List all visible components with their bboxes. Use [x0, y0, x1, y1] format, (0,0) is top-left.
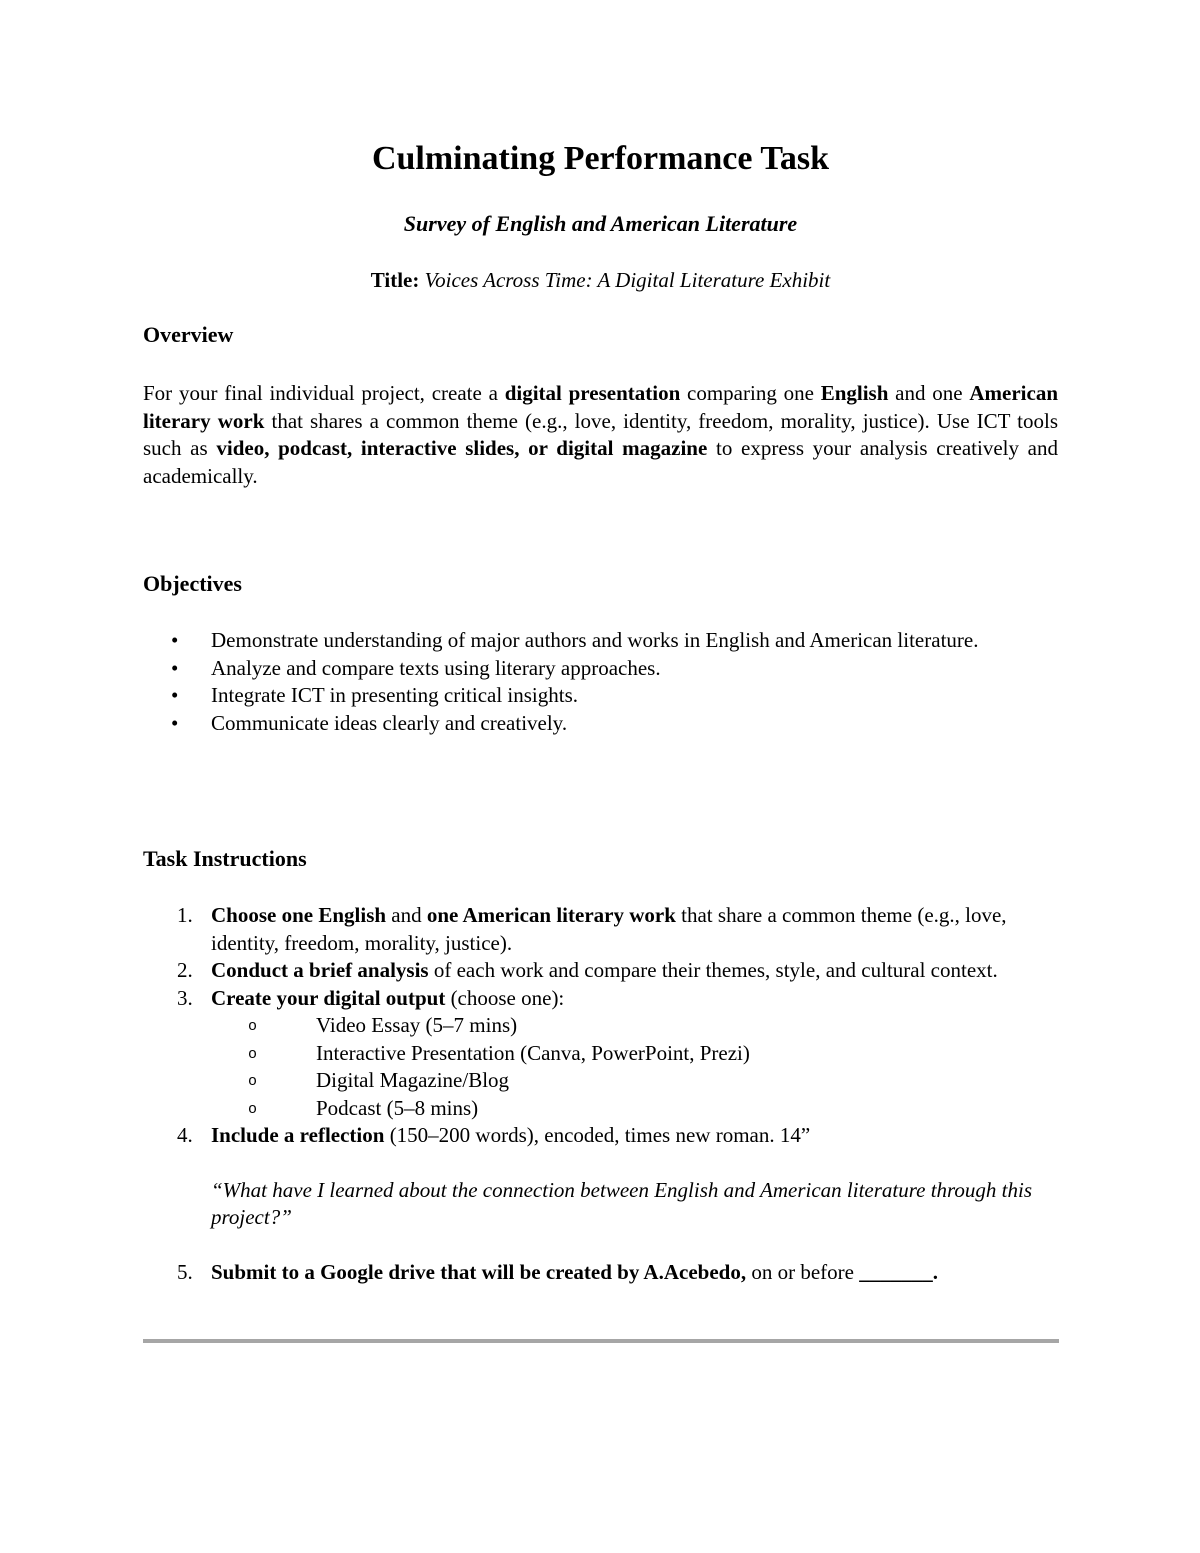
task-bold: Submit to a Google drive that will be created by A.Acebedo, [211, 1259, 747, 1284]
item-number: 5. [177, 1259, 193, 1284]
objective-text: Demonstrate understanding of major authors and works in English and American literature. [211, 628, 979, 652]
output-options-list [211, 1012, 1058, 1122]
reflection-question: “What have I learned about the connection between English and American literature through this project?” [211, 1177, 1033, 1229]
circle-bullet-icon: o [248, 1100, 258, 1118]
overview-heading: Overview [143, 322, 234, 347]
title-label: Title: [370, 268, 420, 292]
list-item [143, 985, 1058, 1123]
overview-text: and one [888, 381, 970, 405]
overview-paragraph [143, 380, 1058, 490]
option-text: Podcast (5–8 mins) [316, 1095, 479, 1120]
list-item [143, 627, 1023, 655]
objectives-heading: Objectives [143, 571, 242, 596]
task-text: on or before [746, 1259, 860, 1284]
objectives-list [143, 627, 1023, 737]
circle-bullet-icon: o [248, 1045, 258, 1063]
list-item [143, 1259, 1058, 1287]
objective-text: Communicate ideas clearly and creatively. [211, 710, 568, 735]
item-number: 4. [177, 1123, 193, 1147]
task-bold: Create your digital output [211, 985, 446, 1010]
circle-bullet-icon: o [248, 1073, 258, 1090]
item-number: 2. [177, 958, 193, 982]
document-subtitle: Survey of English and American Literature [403, 211, 798, 236]
overview-bold: American literary work [143, 381, 1058, 433]
project-title-line [143, 268, 1058, 293]
list-item [143, 957, 1058, 985]
task-text: that share a common theme (e.g., love, identity, freedom, morality, justice). [211, 903, 1007, 955]
list-item [211, 1040, 1058, 1068]
list-item [211, 1095, 1058, 1123]
horizontal-divider [143, 1339, 1059, 1343]
task-bold: one American literary work [426, 903, 676, 927]
overview-text: For your final individual project, create a [143, 381, 505, 405]
overview-bold: digital presentation [504, 381, 681, 405]
list-item [143, 682, 1023, 710]
title-value: Voices Across Time: A Digital Literature Exhibit [424, 268, 831, 292]
task-text: (choose one): [445, 985, 565, 1010]
overview-bold: video, podcast, interactive slides, or digital magazine [216, 436, 708, 460]
option-text: Video Essay (5–7 mins) [316, 1013, 518, 1037]
overview-text: to express your analysis creatively and academically. [143, 436, 1058, 488]
task-bold: Conduct a brief analysis [211, 958, 429, 982]
option-text: Digital Magazine/Blog [316, 1068, 510, 1092]
overview-text: comparing one [680, 381, 821, 405]
task-bold: Choose one English [211, 903, 387, 927]
bullet-icon: • [171, 710, 179, 735]
document-title: Culminating Performance Task [371, 140, 830, 177]
list-item [143, 655, 1023, 683]
task-instructions-heading: Task Instructions [143, 846, 307, 871]
list-item [211, 1067, 1058, 1095]
bullet-icon: • [171, 655, 179, 680]
overview-bold: English [820, 381, 889, 405]
objective-text: Integrate ICT in presenting critical insights. [211, 683, 579, 707]
option-text: Interactive Presentation (Canva, PowerPoint, Prezi) [316, 1040, 750, 1065]
list-item [143, 710, 1023, 738]
list-item [143, 1122, 1058, 1232]
overview-text: that shares a common theme (e.g., love, identity, freedom, morality, justice). Use ICT tools such as [143, 408, 1058, 460]
task-text: (150–200 words), encoded, times new roman. 14” [384, 1123, 811, 1147]
task-instructions-list [143, 902, 1058, 1286]
task-bold: Include a reflection [211, 1123, 385, 1147]
bullet-icon: • [171, 683, 179, 707]
list-item [143, 902, 1058, 957]
circle-bullet-icon: o [248, 1018, 258, 1035]
list-item [211, 1012, 1058, 1040]
item-number: 1. [177, 903, 193, 927]
task-text: of each work and compare their themes, style, and cultural context. [428, 958, 998, 982]
task-bold: _______. [859, 1259, 938, 1284]
item-number: 3. [177, 985, 193, 1010]
objective-text: Analyze and compare texts using literary approaches. [211, 655, 661, 680]
task-text: and [386, 903, 427, 927]
bullet-icon: • [171, 628, 179, 652]
